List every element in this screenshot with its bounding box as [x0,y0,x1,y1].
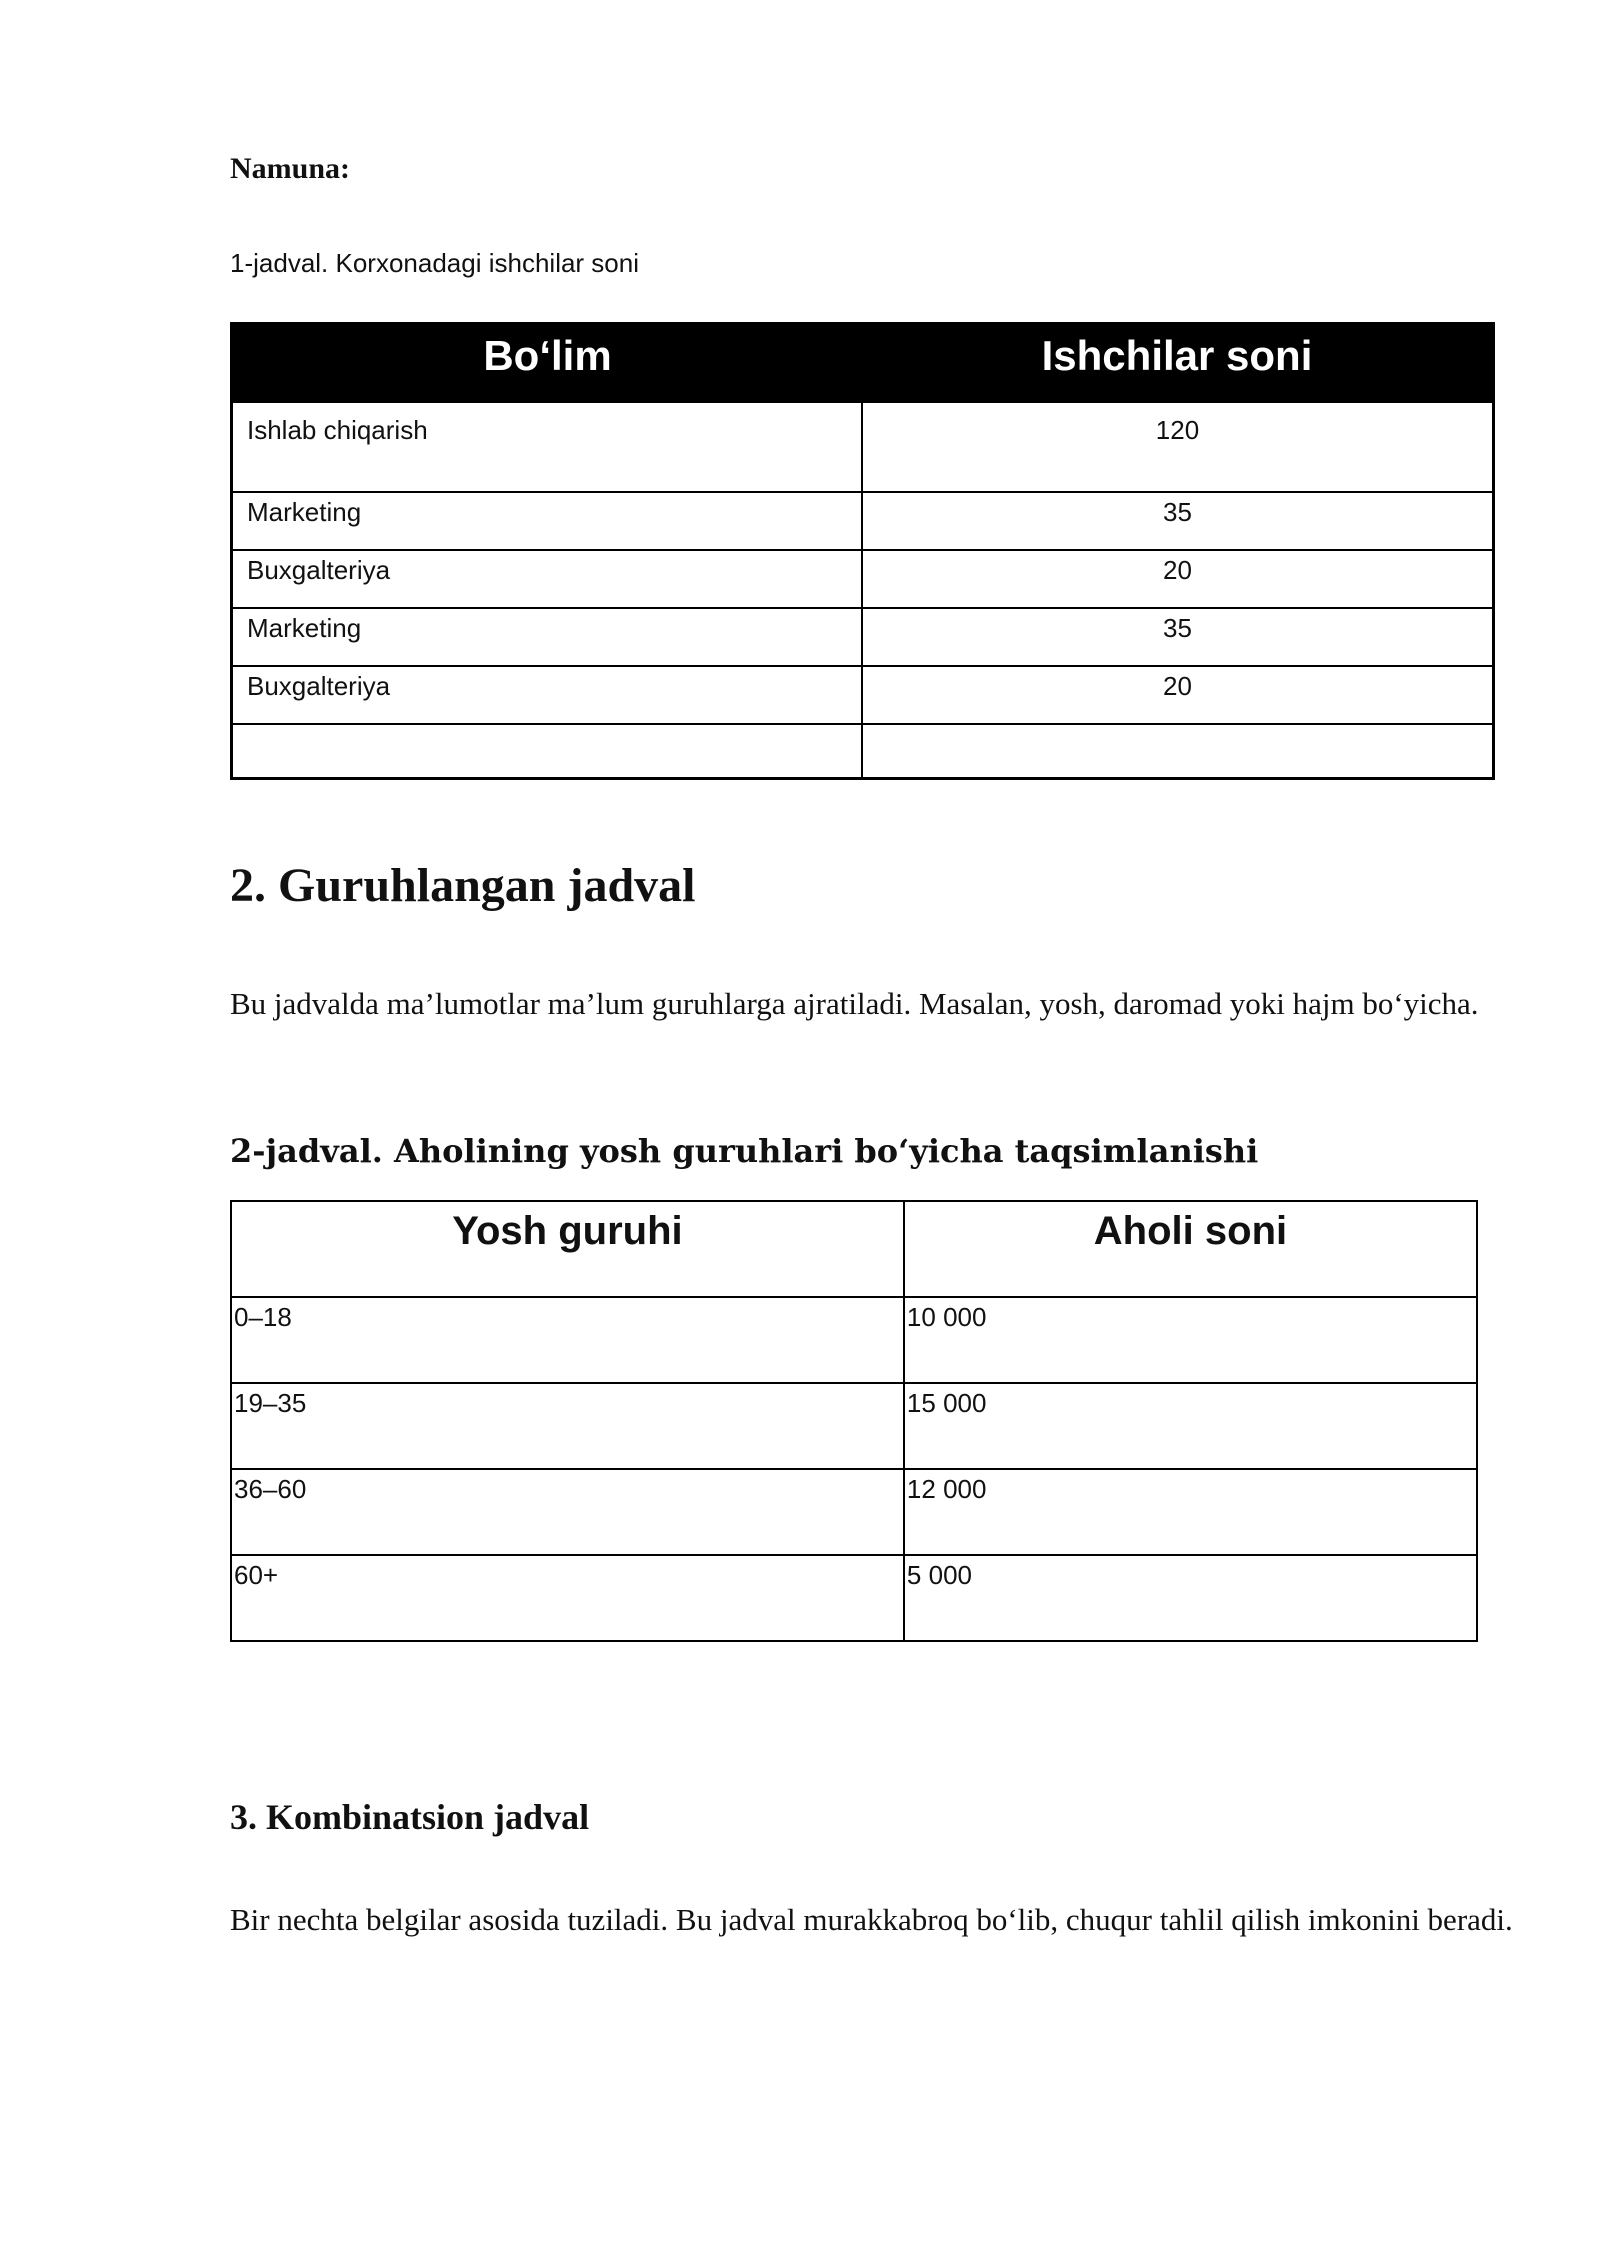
table-cell: 20 [862,550,1494,608]
column-header-department: Bo‘lim [232,324,863,403]
table-cell: 60+ [231,1555,904,1641]
table-header-row [232,324,1494,403]
table-cell: 19–35 [231,1383,904,1469]
age-groups-table [230,1200,1478,1642]
sample-label: Namuna: [230,152,351,185]
table-cell [862,724,1494,779]
table-cell: 36–60 [231,1469,904,1555]
section3-paragraph: Bir nechta belgilar asosida tuziladi. Bu jadval murakkabroq bo‘lib, chuqur tahlil qilish imkonini beradi. [230,1902,1513,1937]
table-cell: Buxgalteriya [232,666,863,724]
table-row [231,1469,1477,1555]
table-cell: 35 [862,608,1494,666]
table-cell [232,724,863,779]
table-row [232,492,1494,550]
table-cell: Ishlab chiqarish [232,402,863,492]
table-cell: 10 000 [904,1297,1477,1383]
column-header-age-group: Yosh guruhi [231,1201,904,1297]
table-row [231,1555,1477,1641]
table-row [232,402,1494,492]
table-cell: 15 000 [904,1383,1477,1469]
section2-paragraph: Bu jadvalda ma’lumotlar ma’lum guruhlarga ajratiladi. Masalan, yosh, daromad yoki hajm bo‘yicha. [230,986,1479,1021]
table-cell: 12 000 [904,1469,1477,1555]
table-cell: Marketing [232,492,863,550]
table-cell: 5 000 [904,1555,1477,1641]
table-row [231,1297,1477,1383]
column-header-population: Aholi soni [904,1201,1477,1297]
table-row [232,608,1494,666]
section3-heading: 3. Kombinatsion jadval [230,1797,590,1837]
section2-heading: 2. Guruhlangan jadval [230,859,696,912]
table-row [231,1383,1477,1469]
table-cell: 20 [862,666,1494,724]
table-row [232,666,1494,724]
table-cell: Buxgalteriya [232,550,863,608]
table-cell: Marketing [232,608,863,666]
table1-caption: 1-jadval. Korxonadagi ishchilar soni [230,248,640,278]
table-cell: 35 [862,492,1494,550]
table-row-empty [232,724,1494,779]
table2-caption: 2-jadval. Aholining yosh guruhlari bo‘yicha taqsimlanishi [230,1132,1259,1170]
table-header-row [231,1201,1477,1297]
table-row [232,550,1494,608]
table-cell: 120 [862,402,1494,492]
column-header-employees: Ishchilar soni [862,324,1494,403]
employees-table [230,322,1495,780]
table-cell: 0–18 [231,1297,904,1383]
